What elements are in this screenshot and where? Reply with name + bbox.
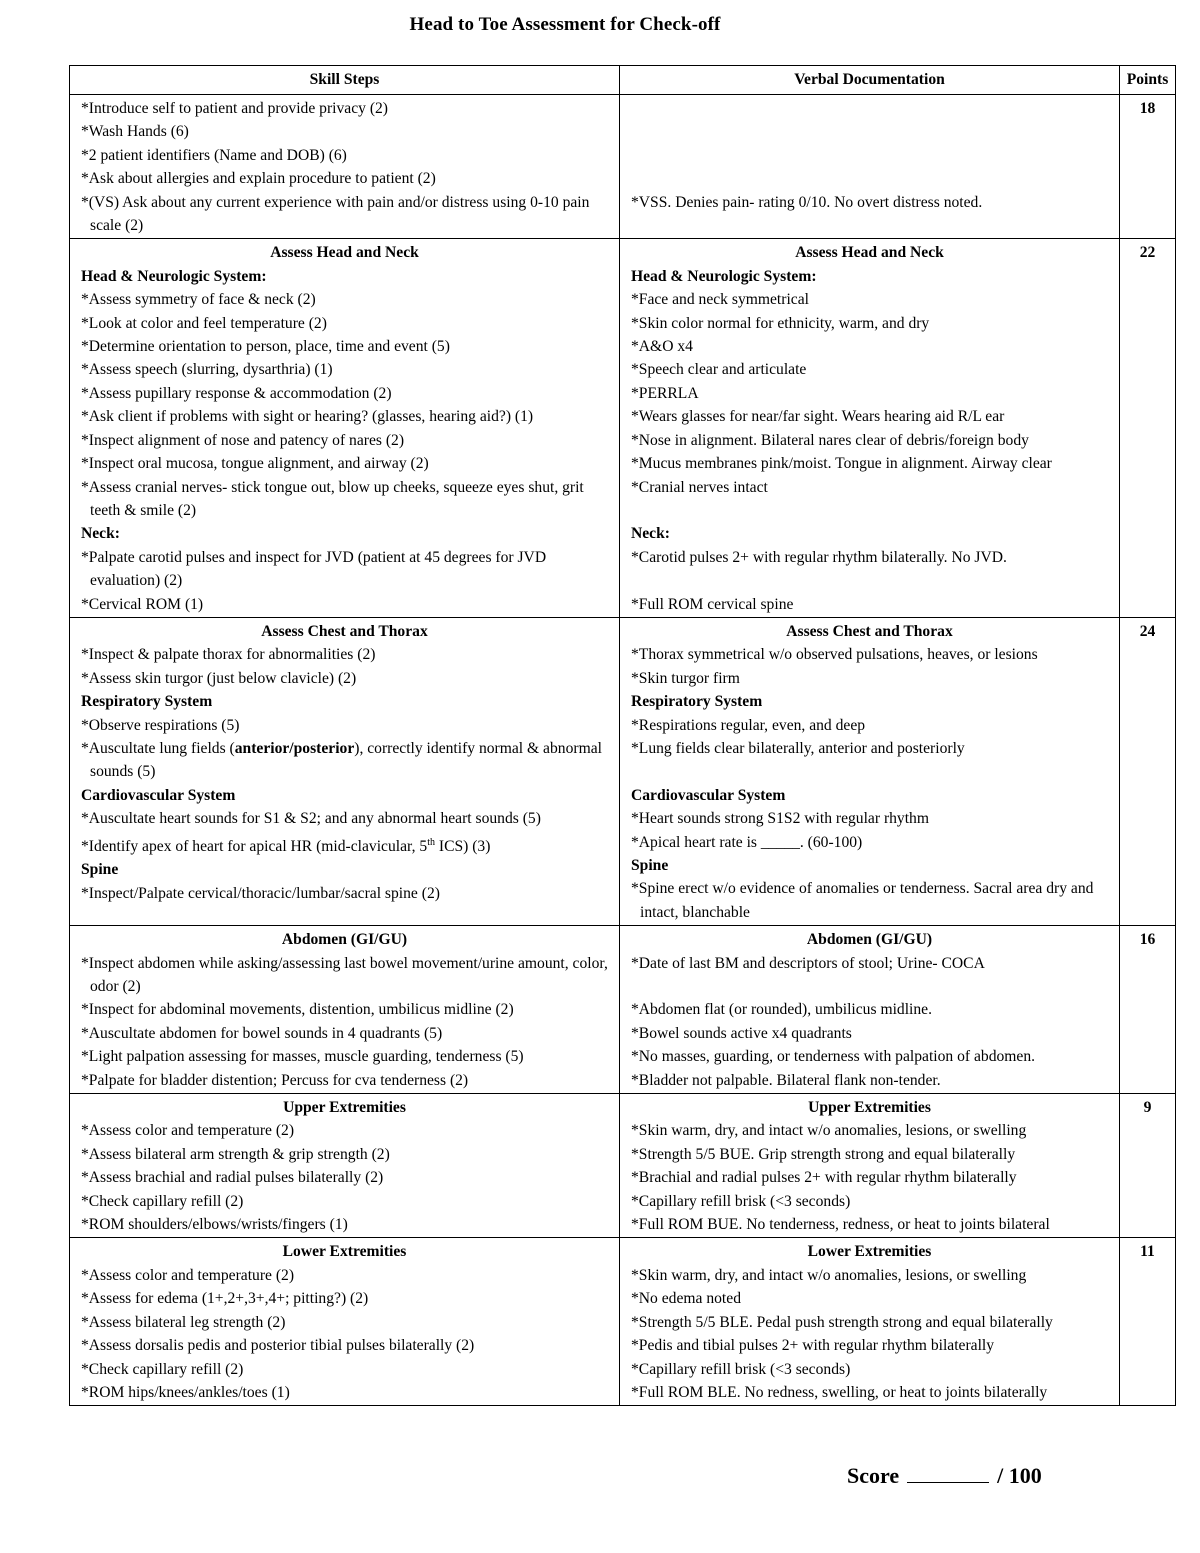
- line-text: *Observe respirations (5): [81, 716, 240, 734]
- list-item: [631, 191, 1108, 214]
- line-text: Lower Extremities: [807, 1243, 932, 1261]
- line-text: Abdomen (GI/GU): [281, 931, 408, 949]
- list-item: [81, 882, 608, 905]
- list-item: [81, 97, 608, 120]
- line-text: *Cervical ROM (1): [81, 595, 204, 613]
- list-item: [631, 1381, 1108, 1404]
- list-item: [81, 191, 608, 238]
- list-item: [631, 1334, 1108, 1357]
- list-item: [631, 382, 1108, 405]
- blank-line: [631, 144, 1108, 167]
- blank-line: [631, 975, 1108, 998]
- line-text: *Inspect abdomen while asking/assessing last bowel movement/urine amount, color, odor (2): [81, 954, 608, 996]
- line-text: Cardiovascular System: [81, 786, 236, 804]
- line-text: *Determine orientation to person, place, time and event (5): [81, 338, 450, 356]
- list-item: [81, 1264, 608, 1287]
- list-item: [81, 667, 608, 690]
- section-heading: [81, 1240, 608, 1263]
- blank-line: [631, 97, 1108, 120]
- skill-steps-cell: [70, 95, 620, 239]
- subsection-heading: [81, 858, 608, 881]
- line-text: *Assess for edema (1+,2+,3+,4+; pitting?) (2): [81, 1290, 369, 1308]
- section-heading: [81, 241, 608, 264]
- table-row: [70, 1094, 1176, 1238]
- score-label: Score: [847, 1463, 900, 1488]
- line-text: *Capillary refill brisk (<3 seconds): [631, 1360, 851, 1378]
- line-text: *Bowel sounds active x4 quadrants: [631, 1024, 852, 1042]
- points-cell: 9: [1120, 1094, 1176, 1238]
- list-item: [631, 1358, 1108, 1381]
- line-text: *Ask client if problems with sight or hearing? (glasses, hearing aid?) (1): [81, 408, 534, 426]
- score-blank[interactable]: [907, 1464, 989, 1483]
- line-text: *Check capillary refill (2): [81, 1360, 244, 1378]
- verbal-documentation-cell: [620, 617, 1120, 925]
- list-item: [81, 831, 608, 859]
- list-item: [81, 807, 608, 830]
- section-heading: [81, 1096, 608, 1119]
- line-text: *Assess cranial nerves- stick tongue out, blow up cheeks, squeeze eyes shut, grit teeth & smile (2): [81, 478, 584, 519]
- list-item: [81, 1334, 608, 1357]
- section-heading: [631, 928, 1108, 951]
- blank-line: [631, 120, 1108, 143]
- line-text: *Lung fields clear bilaterally, anterior and posteriorly: [631, 739, 965, 757]
- subsection-heading: [81, 784, 608, 807]
- list-item: [81, 1190, 608, 1213]
- points-cell: 24: [1120, 617, 1176, 925]
- verbal-documentation-cell: [620, 1094, 1120, 1238]
- line-text: Head & Neurologic System:: [631, 267, 817, 285]
- section-heading: [631, 1096, 1108, 1119]
- list-item: [631, 288, 1108, 311]
- list-item: [81, 1213, 608, 1236]
- list-item: [631, 405, 1108, 428]
- list-item: [81, 335, 608, 358]
- table-header-row: [70, 66, 1176, 95]
- list-item: [81, 358, 608, 381]
- list-item: [81, 1381, 608, 1404]
- line-text: Assess Head and Neck: [795, 244, 944, 262]
- skill-steps-cell: [70, 1094, 620, 1238]
- skill-steps-cell: [70, 617, 620, 925]
- line-text: *Strength 5/5 BLE. Pedal push strength strong and equal bilaterally: [631, 1313, 1053, 1331]
- list-item: [631, 429, 1108, 452]
- line-text: *Heart sounds strong S1S2 with regular rhythm: [631, 810, 929, 828]
- line-text: *Bladder not palpable. Bilateral flank non-tender.: [631, 1071, 941, 1089]
- list-item: [631, 1143, 1108, 1166]
- line-text: Abdomen (GI/GU): [806, 931, 933, 949]
- line-text: *Skin warm, dry, and intact w/o anomalies, lesions, or swelling: [631, 1266, 1027, 1284]
- line-text: *Date of last BM and descriptors of stool; Urine- COCA: [631, 954, 985, 972]
- blank-line: [631, 760, 1108, 783]
- list-item: [81, 120, 608, 143]
- section-heading: [81, 928, 608, 951]
- line-text: *Full ROM BUE. No tenderness, redness, or heat to joints bilateral: [631, 1216, 1050, 1234]
- page-title: Head to Toe Assessment for Check-off: [409, 14, 721, 35]
- list-item: [81, 1166, 608, 1189]
- line-text: *No edema noted: [631, 1290, 741, 1308]
- line-text: *Respirations regular, even, and deep: [631, 716, 866, 734]
- line-text: *Inspect & palpate thorax for abnormalities (2): [81, 646, 376, 664]
- list-item: [81, 452, 608, 475]
- line-text: *Brachial and radial pulses 2+ with regular rhythm bilaterally: [631, 1169, 1017, 1187]
- line-text: *(VS) Ask about any current experience with pain and/or distress using 0-10 pain scale (2): [81, 193, 590, 235]
- line-text: *PERRLA: [631, 384, 699, 402]
- list-item: [81, 1311, 608, 1334]
- line-text: *Assess color and temperature (2): [81, 1266, 295, 1284]
- list-item: [81, 382, 608, 405]
- line-text: Respiratory System: [631, 693, 763, 711]
- table-body: [70, 95, 1176, 1406]
- line-text: *Look at color and feel temperature (2): [81, 314, 327, 332]
- list-item: [81, 737, 608, 784]
- line-text: *Inspect oral mucosa, tongue alignment, and airway (2): [81, 455, 429, 473]
- list-item: [631, 1069, 1108, 1092]
- list-item: [81, 714, 608, 737]
- header-verbal-documentation: Verbal Documentation: [620, 66, 1120, 95]
- table-row: [70, 1238, 1176, 1406]
- line-text: Cardiovascular System: [631, 786, 786, 804]
- list-item: [631, 1311, 1108, 1334]
- list-item: [631, 737, 1108, 760]
- line-text: *Check capillary refill (2): [81, 1192, 244, 1210]
- line-text: *Nose in alignment. Bilateral nares clear of debris/foreign body: [631, 431, 1029, 449]
- line-text: *Capillary refill brisk (<3 seconds): [631, 1192, 851, 1210]
- list-item: [81, 998, 608, 1021]
- line-text: Assess Chest and Thorax: [261, 622, 428, 640]
- line-text: *Spine erect w/o evidence of anomalies or tenderness. Sacral area dry and intact, blanchable: [631, 880, 1094, 921]
- list-item: [631, 546, 1108, 569]
- line-text: Assess Head and Neck: [270, 244, 419, 262]
- score-total: / 100: [997, 1463, 1042, 1488]
- points-cell: 16: [1120, 926, 1176, 1094]
- line-text: Lower Extremities: [282, 1243, 407, 1261]
- list-item: [631, 998, 1108, 1021]
- superscript: th: [427, 836, 435, 848]
- header-points: Points: [1120, 66, 1176, 95]
- list-item: [81, 144, 608, 167]
- line-text: *Inspect/Palpate cervical/thoracic/lumbar/sacral spine (2): [81, 884, 440, 902]
- list-item: [631, 1287, 1108, 1310]
- verbal-documentation-cell: [620, 95, 1120, 239]
- line-text: Upper Extremities: [283, 1099, 406, 1117]
- line-text: *Assess bilateral leg strength (2): [81, 1313, 286, 1331]
- list-item: [631, 1022, 1108, 1045]
- subsection-heading: [631, 522, 1108, 545]
- skill-steps-cell: [70, 1238, 620, 1406]
- list-item: [631, 952, 1108, 975]
- line-text: *Assess symmetry of face & neck (2): [81, 291, 316, 309]
- verbal-documentation-cell: [620, 926, 1120, 1094]
- line-text: *Assess brachial and radial pulses bilaterally (2): [81, 1169, 384, 1187]
- skill-steps-cell: [70, 926, 620, 1094]
- list-item: [81, 1143, 608, 1166]
- list-item: [81, 1358, 608, 1381]
- line-text: *Full ROM cervical spine: [631, 595, 794, 613]
- list-item: [81, 312, 608, 335]
- list-item: [81, 405, 608, 428]
- blank-line: [631, 569, 1108, 592]
- line-text: *Carotid pulses 2+ with regular rhythm bilaterally. No JVD.: [631, 548, 1007, 566]
- table-row: [70, 239, 1176, 618]
- line-text: *Auscultate lung fields (: [81, 739, 235, 757]
- line-text: *Skin color normal for ethnicity, warm, and dry: [631, 314, 930, 332]
- line-text: *Inspect alignment of nose and patency of nares (2): [81, 431, 405, 449]
- list-item: [81, 288, 608, 311]
- table-row: [70, 617, 1176, 925]
- list-item: [81, 593, 608, 616]
- assessment-table: [69, 65, 1176, 1406]
- line-text: *Skin turgor firm: [631, 669, 740, 687]
- line-text: *Pedis and tibial pulses 2+ with regular rhythm bilaterally: [631, 1337, 995, 1355]
- line-text: *Assess color and temperature (2): [81, 1122, 295, 1140]
- line-text: *VSS. Denies pain- rating 0/10. No overt distress noted.: [631, 193, 983, 211]
- line-text: *Light palpation assessing for masses, muscle guarding, tenderness (5): [81, 1048, 524, 1066]
- list-item: [631, 1213, 1108, 1236]
- subsection-heading: [81, 522, 608, 545]
- list-item: [631, 714, 1108, 737]
- list-item: [81, 476, 608, 523]
- line-text: *Thorax symmetrical w/o observed pulsations, heaves, or lesions: [631, 646, 1038, 664]
- list-item: [81, 1287, 608, 1310]
- section-heading: [631, 1240, 1108, 1263]
- line-text: *Wears glasses for near/far sight. Wears hearing aid R/L ear: [631, 408, 1005, 426]
- subsection-heading: [631, 854, 1108, 877]
- line-text: *Mucus membranes pink/moist. Tongue in alignment. Airway clear: [631, 455, 1052, 473]
- points-cell: 18: [1120, 95, 1176, 239]
- list-item: [631, 312, 1108, 335]
- line-text: *Abdomen flat (or rounded), umbilicus midline.: [631, 1001, 932, 1019]
- points-cell: 22: [1120, 239, 1176, 618]
- line-text: Assess Chest and Thorax: [786, 622, 953, 640]
- line-text: *A&O x4: [631, 338, 693, 356]
- line-text: *Skin warm, dry, and intact w/o anomalies, lesions, or swelling: [631, 1122, 1027, 1140]
- line-text: Respiratory System: [81, 693, 213, 711]
- line-text: *Wash Hands (6): [81, 123, 189, 141]
- list-item: [631, 358, 1108, 381]
- line-text: *Assess speech (slurring, dysarthria) (1): [81, 361, 333, 379]
- score-line: [847, 1463, 1042, 1489]
- line-text: Neck:: [631, 525, 670, 543]
- section-heading: [631, 620, 1108, 643]
- line-text: Spine: [81, 861, 119, 879]
- line-text: *Strength 5/5 BUE. Grip strength strong and equal bilaterally: [631, 1145, 1016, 1163]
- list-item: [81, 1022, 608, 1045]
- line-text: *Assess dorsalis pedis and posterior tibial pulses bilaterally (2): [81, 1337, 475, 1355]
- table-row: [70, 95, 1176, 239]
- list-item: [631, 1166, 1108, 1189]
- bold-emphasis: anterior/posterior: [234, 739, 355, 757]
- line-text: *Assess pupillary response & accommodation (2): [81, 384, 392, 402]
- list-item: [631, 667, 1108, 690]
- list-item: [631, 476, 1108, 499]
- subsection-heading: [81, 690, 608, 713]
- line-text: *Auscultate abdomen for bowel sounds in 4 quadrants (5): [81, 1024, 443, 1042]
- list-item: [631, 1119, 1108, 1142]
- blank-line: [631, 167, 1108, 190]
- line-text: Head & Neurologic System:: [81, 267, 267, 285]
- section-heading: [81, 620, 608, 643]
- list-item: [81, 643, 608, 666]
- line-text: *ROM shoulders/elbows/wrists/fingers (1): [81, 1216, 348, 1234]
- list-item: [631, 1264, 1108, 1287]
- points-cell: 11: [1120, 1238, 1176, 1406]
- subsection-heading: [631, 784, 1108, 807]
- list-item: [631, 452, 1108, 475]
- skill-steps-cell: [70, 239, 620, 618]
- list-item: [631, 877, 1108, 924]
- line-text: *Identify apex of heart for apical HR (mid-clavicular, 5: [81, 837, 428, 855]
- list-item: [81, 546, 608, 593]
- subsection-heading: [631, 265, 1108, 288]
- line-text: *Full ROM BLE. No redness, swelling, or heat to joints bilaterally: [631, 1383, 1048, 1401]
- line-text: Neck:: [81, 525, 120, 543]
- verbal-documentation-cell: [620, 1238, 1120, 1406]
- list-item: [81, 1045, 608, 1068]
- list-item: [631, 643, 1108, 666]
- line-text: *Cranial nerves intact: [631, 478, 768, 496]
- line-text: Spine: [631, 856, 669, 874]
- subsection-heading: [81, 265, 608, 288]
- header-skill-steps: Skill Steps: [70, 66, 620, 95]
- list-item: [81, 429, 608, 452]
- blank-line: [631, 499, 1108, 522]
- line-text: *Assess skin turgor (just below clavicle) (2): [81, 669, 357, 687]
- list-item: [81, 1069, 608, 1092]
- line-text-cont: ICS) (3): [434, 837, 491, 855]
- line-text: *No masses, guarding, or tenderness with palpation of abdomen.: [631, 1048, 1036, 1066]
- list-item: [631, 1045, 1108, 1068]
- list-item: [81, 167, 608, 190]
- line-text: *Palpate for bladder distention; Percuss for cva tenderness (2): [81, 1071, 469, 1089]
- table-row: [70, 926, 1176, 1094]
- list-item: [631, 1190, 1108, 1213]
- line-text: *Ask about allergies and explain procedure to patient (2): [81, 170, 436, 188]
- list-item: [631, 831, 1108, 854]
- list-item: [631, 807, 1108, 830]
- line-text: *Face and neck symmetrical: [631, 291, 809, 309]
- list-item: [631, 593, 1108, 616]
- line-text: Upper Extremities: [808, 1099, 931, 1117]
- section-heading: [631, 241, 1108, 264]
- line-text: *Assess bilateral arm strength & grip strength (2): [81, 1145, 390, 1163]
- line-text: *Apical heart rate is _____. (60-100): [631, 833, 863, 851]
- line-text: *Speech clear and articulate: [631, 361, 807, 379]
- verbal-documentation-cell: [620, 239, 1120, 618]
- list-item: [631, 335, 1108, 358]
- line-text: *2 patient identifiers (Name and DOB) (6): [81, 146, 347, 164]
- line-text: *Palpate carotid pulses and inspect for JVD (patient at 45 degrees for JVD evaluation) (2): [81, 548, 547, 590]
- line-text-cont: ), correctly identify normal & abnormal sounds (5): [90, 739, 602, 781]
- line-text: *ROM hips/knees/ankles/toes (1): [81, 1383, 290, 1401]
- list-item: [81, 1119, 608, 1142]
- subsection-heading: [631, 690, 1108, 713]
- line-text: *Inspect for abdominal movements, distention, umbilicus midline (2): [81, 1001, 514, 1019]
- list-item: [81, 952, 608, 999]
- line-text: *Auscultate heart sounds for S1 & S2; and any abnormal heart sounds (5): [81, 810, 541, 828]
- line-text: *Introduce self to patient and provide privacy (2): [81, 100, 389, 117]
